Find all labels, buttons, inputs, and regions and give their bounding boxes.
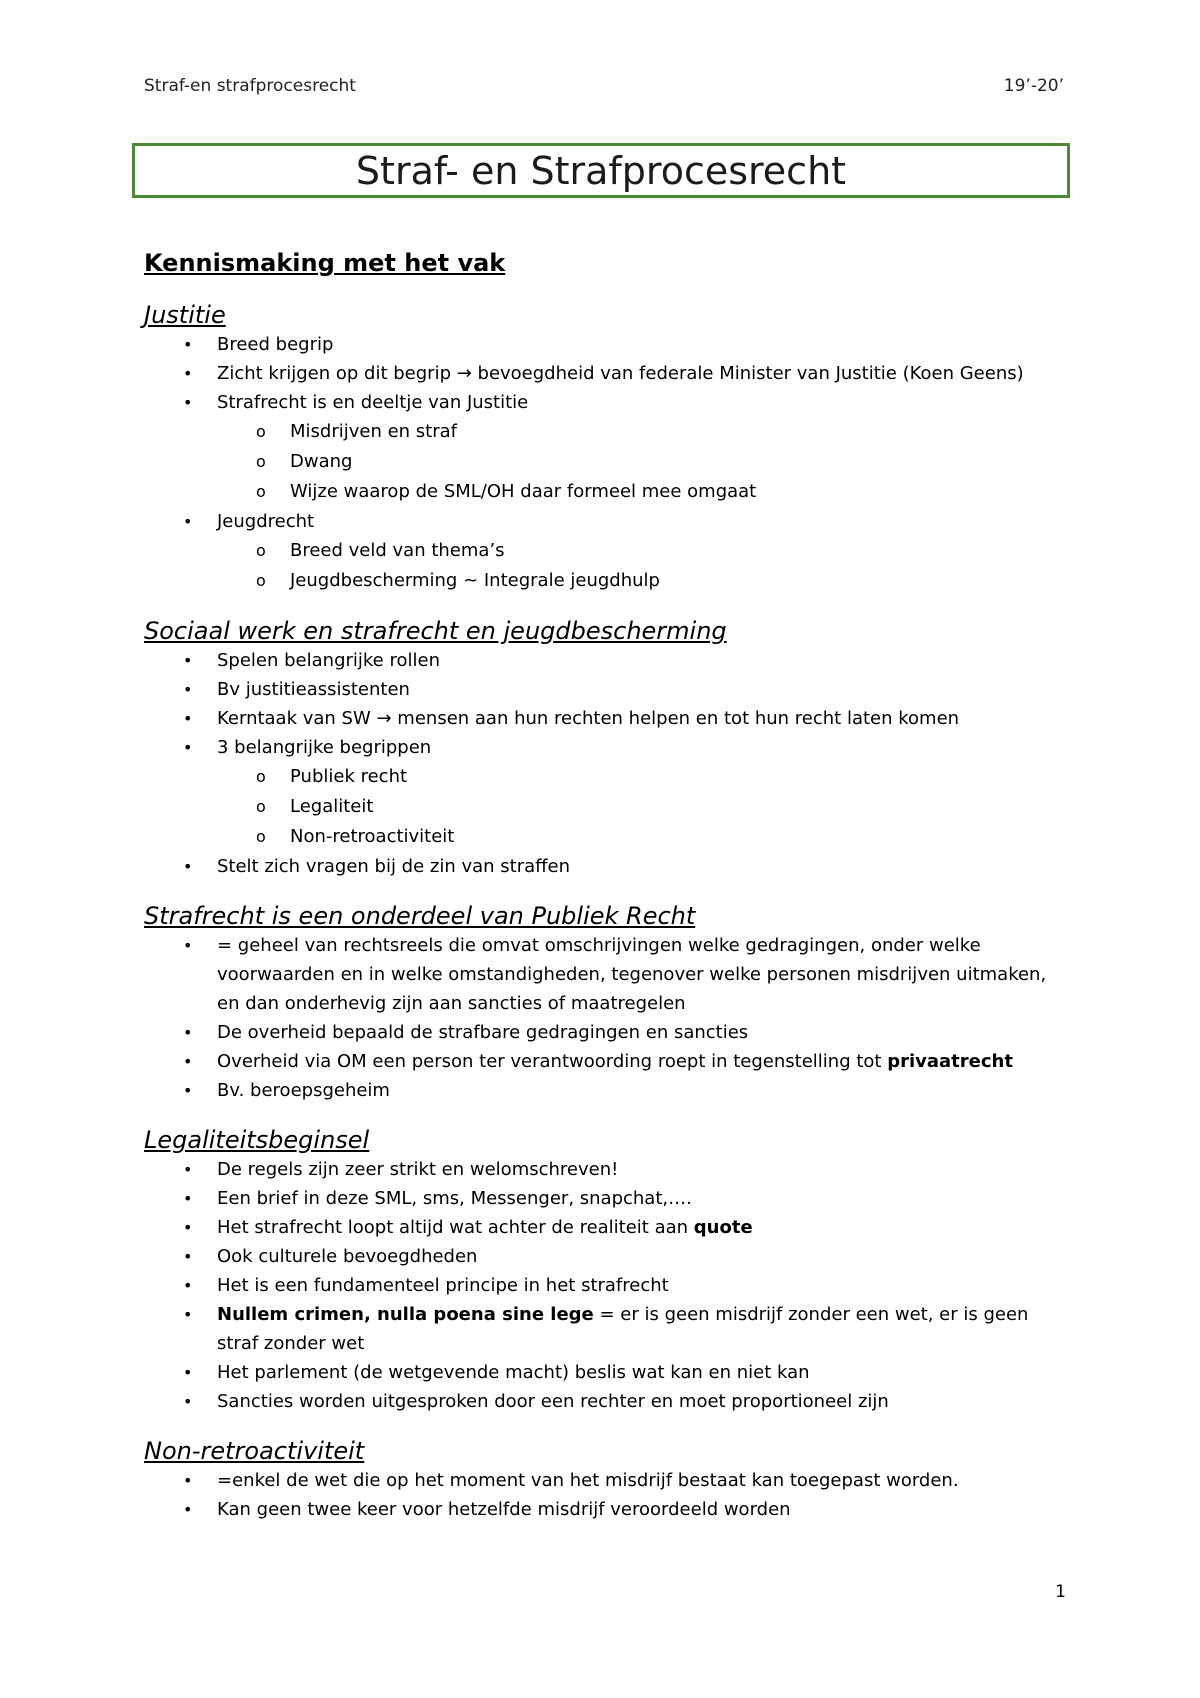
list-item <box>144 931 1074 1018</box>
list-item-text: Bv. beroepsgeheim <box>217 1080 390 1101</box>
list-item-text: Overheid via OM een person ter verantwoording roept in tegenstelling tot <box>217 1051 888 1072</box>
list-item-text: Zicht krijgen op dit begrip → bevoegdheid van federale Minister van Justitie (Koen Geens) <box>217 363 1024 384</box>
circle-bullet-icon: o <box>256 571 266 590</box>
circle-bullet-icon: o <box>256 482 266 501</box>
list-item <box>144 1271 1074 1300</box>
circle-bullet-icon: o <box>256 541 266 560</box>
bullet-icon: • <box>183 1392 193 1411</box>
bullet-icon: • <box>183 512 193 531</box>
bold-term: privaatrecht <box>887 1051 1013 1072</box>
list-item-text: Jeugdbescherming ~ Integrale jeugdhulp <box>290 570 660 591</box>
bullet-icon: • <box>183 1363 193 1382</box>
list-item-text: = er is geen misdrijf zonder een wet, er is geen straf zonder wet <box>217 1304 1029 1354</box>
list-item-text: =enkel de wet die op het moment van het misdrijf bestaat kan toegepast worden. <box>217 1470 959 1491</box>
list-item <box>144 646 1074 675</box>
sub-list-item <box>144 477 1074 507</box>
bullet-icon: • <box>183 1471 193 1490</box>
bullet-icon: • <box>183 709 193 728</box>
list-item <box>144 330 1074 359</box>
document-title: Straf- en Strafprocesrecht <box>132 143 1070 198</box>
section-title: Justitie <box>144 301 226 329</box>
section-sociaal-werk <box>144 616 1074 881</box>
sub-list-item <box>144 536 1074 566</box>
bullet-icon: • <box>183 393 193 412</box>
list-item <box>144 1495 1074 1524</box>
list-item <box>144 1466 1074 1495</box>
list-item <box>144 359 1074 388</box>
list-item-text: Breed veld van thema’s <box>290 540 505 561</box>
bold-term: Nullem crimen, nulla poena sine lege <box>217 1304 594 1325</box>
list-item <box>144 1300 1074 1358</box>
bullet-icon: • <box>183 1023 193 1042</box>
section-legaliteitsbeginsel <box>144 1125 1074 1416</box>
list-item <box>144 1018 1074 1047</box>
bullet-icon: • <box>183 1247 193 1266</box>
bullet-icon: • <box>183 1276 193 1295</box>
list-item <box>144 852 1074 881</box>
bullet-icon: • <box>183 335 193 354</box>
sub-list-item <box>144 417 1074 447</box>
bullet-icon: • <box>183 1189 193 1208</box>
bullet-list <box>144 1155 1074 1416</box>
sub-list-item <box>144 762 1074 792</box>
bullet-icon: • <box>183 1218 193 1237</box>
list-item-text: Breed begrip <box>217 334 334 355</box>
circle-bullet-icon: o <box>256 797 266 816</box>
list-item-text: De regels zijn zeer strikt en welomschreven! <box>217 1159 619 1180</box>
bullet-icon: • <box>183 1305 193 1324</box>
list-item <box>144 1242 1074 1271</box>
main-heading: Kennismaking met het vak <box>144 249 506 277</box>
sub-list-item <box>144 792 1074 822</box>
list-item-text: Wijze waarop de SML/OH daar formeel mee omgaat <box>290 481 757 502</box>
bullet-list <box>144 931 1074 1105</box>
section-title: Sociaal werk en strafrecht en jeugdbescherming <box>144 617 727 645</box>
list-item <box>144 1076 1074 1105</box>
header-left: Straf-en strafprocesrecht <box>144 76 356 96</box>
bullet-icon: • <box>183 1081 193 1100</box>
sub-list-item <box>144 822 1074 852</box>
bullet-icon: • <box>183 1052 193 1071</box>
list-item <box>144 733 1074 762</box>
list-item-text: Kerntaak van SW → mensen aan hun rechten helpen en tot hun recht laten komen <box>217 708 960 729</box>
bullet-icon: • <box>183 1160 193 1179</box>
bullet-list <box>144 1466 1074 1524</box>
list-item-text: Het parlement (de wetgevende macht) beslis wat kan en niet kan <box>217 1362 810 1383</box>
list-item <box>144 1155 1074 1184</box>
list-item-text: Spelen belangrijke rollen <box>217 650 440 671</box>
circle-bullet-icon: o <box>256 767 266 786</box>
list-item-text: 3 belangrijke begrippen <box>217 737 432 758</box>
list-item-text: Bv justitieassistenten <box>217 679 410 700</box>
list-item <box>144 388 1074 417</box>
circle-bullet-icon: o <box>256 827 266 846</box>
section-non-retroactiviteit <box>144 1436 1074 1524</box>
circle-bullet-icon: o <box>256 422 266 441</box>
bullet-list <box>144 646 1074 881</box>
list-item-text: Legaliteit <box>290 796 374 817</box>
bullet-icon: • <box>183 857 193 876</box>
list-item-text: Misdrijven en straf <box>290 421 458 442</box>
list-item <box>144 1387 1074 1416</box>
page-number: 1 <box>1055 1582 1066 1602</box>
bold-term: quote <box>693 1217 753 1238</box>
list-item-text: Kan geen twee keer voor hetzelfde misdrijf veroordeeld worden <box>217 1499 791 1520</box>
section-title: Strafrecht is een onderdeel van Publiek Recht <box>144 902 696 930</box>
list-item-text: Het strafrecht loopt altijd wat achter de realiteit aan <box>217 1217 694 1238</box>
list-item <box>144 675 1074 704</box>
bullet-icon: • <box>183 364 193 383</box>
list-item-text: Dwang <box>290 451 353 472</box>
list-item <box>144 1184 1074 1213</box>
bullet-list <box>144 330 1074 596</box>
bullet-icon: • <box>183 680 193 699</box>
list-item <box>144 507 1074 536</box>
circle-bullet-icon: o <box>256 452 266 471</box>
bullet-icon: • <box>183 936 193 955</box>
sub-list-item <box>144 566 1074 596</box>
header-right: 19’-20’ <box>1003 76 1064 96</box>
document-body <box>144 248 1074 1544</box>
section-title: Legaliteitsbeginsel <box>144 1126 370 1154</box>
list-item-text: Sancties worden uitgesproken door een rechter en moet proportioneel zijn <box>217 1391 889 1412</box>
sub-list-item <box>144 447 1074 477</box>
bullet-icon: • <box>183 1500 193 1519</box>
list-item-text: Publiek recht <box>290 766 408 787</box>
list-item <box>144 1213 1074 1242</box>
bullet-icon: • <box>183 651 193 670</box>
section-title: Non-retroactiviteit <box>144 1437 365 1465</box>
list-item-text: Het is een fundamenteel principe in het strafrecht <box>217 1275 669 1296</box>
list-item <box>144 1047 1074 1076</box>
list-item <box>144 1358 1074 1387</box>
list-item-text: Ook culturele bevoegdheden <box>217 1246 478 1267</box>
list-item-text: De overheid bepaald de strafbare gedragingen en sancties <box>217 1022 749 1043</box>
bullet-icon: • <box>183 738 193 757</box>
section-publiek-recht <box>144 901 1074 1105</box>
list-item-text: Stelt zich vragen bij de zin van straffen <box>217 856 571 877</box>
list-item-text: Een brief in deze SML, sms, Messenger, snapchat,…. <box>217 1188 692 1209</box>
section-justitie <box>144 300 1074 596</box>
list-item-text: Jeugdrecht <box>217 511 315 532</box>
list-item-text: Non-retroactiviteit <box>290 826 455 847</box>
list-item-text: = geheel van rechtsreels die omvat omschrijvingen welke gedragingen, onder welke voorwaarden en in welke omstandigheden, tegenover welke personen misdrijven uitmaken, en dan onderhevig zijn aan sancties of maatregelen <box>217 935 1047 1014</box>
list-item-text: Strafrecht is en deeltje van Justitie <box>217 392 529 413</box>
list-item <box>144 704 1074 733</box>
